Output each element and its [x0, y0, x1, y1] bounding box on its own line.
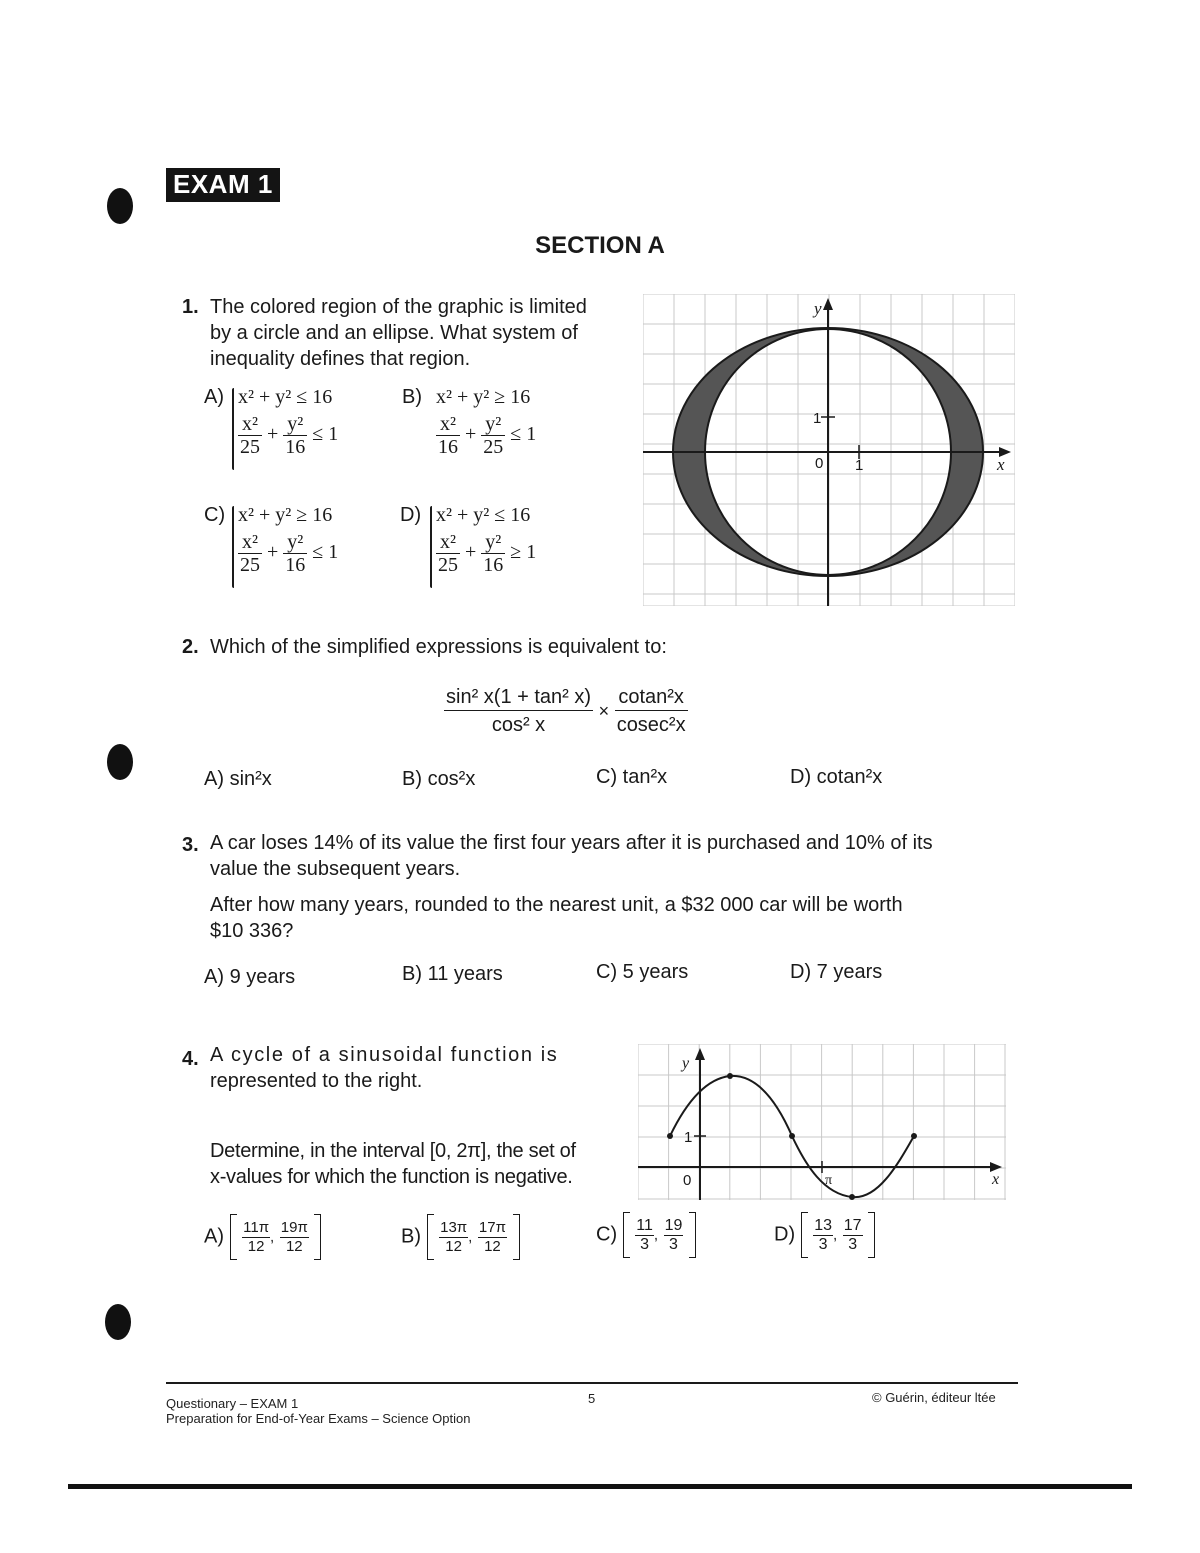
- fraction: [813, 1217, 833, 1254]
- option-label: B): [402, 768, 422, 790]
- option-value: sin²x: [229, 768, 272, 790]
- q4-graph: [638, 1044, 1006, 1200]
- right-bracket: [314, 1214, 321, 1260]
- numerator: 13: [814, 1216, 833, 1234]
- denominator: 25: [240, 554, 260, 576]
- curve-point: [911, 1133, 917, 1139]
- exam-badge: EXAM 1: [166, 168, 280, 202]
- fraction: [843, 1217, 863, 1254]
- fraction: [635, 1217, 654, 1254]
- curve-point: [667, 1133, 673, 1139]
- q3-option-b[interactable]: [402, 963, 503, 986]
- equation: x² + y² ≥ 16: [238, 504, 333, 526]
- q1-text: [210, 294, 640, 372]
- denominator: 16: [285, 554, 306, 576]
- right-bracket: [868, 1212, 875, 1258]
- numerator: 17: [843, 1216, 862, 1234]
- option-label: D): [790, 961, 812, 983]
- numerator: cotan²x: [615, 684, 688, 711]
- fraction: [481, 531, 505, 576]
- brace: [430, 506, 432, 588]
- fraction: [444, 684, 593, 739]
- numerator: y²: [481, 413, 505, 436]
- curve-point: [789, 1133, 795, 1139]
- q3-option-a[interactable]: [204, 966, 295, 989]
- option-label: D): [400, 504, 422, 526]
- y-tick-label: 1: [684, 1129, 693, 1146]
- denominator: 16: [285, 436, 306, 458]
- q4-option-c[interactable]: C) $\frac{11}{3}$ , $\frac{19}{3}$: [596, 1212, 696, 1258]
- q4-number: 4.: [182, 1048, 199, 1070]
- numerator: 11π: [243, 1218, 270, 1236]
- fraction: [481, 413, 505, 458]
- q4-text-line: A cycle of a sinusoidal function is: [210, 1044, 559, 1066]
- curve-point: [849, 1194, 855, 1200]
- equation: x² + y² ≤ 16: [436, 504, 531, 526]
- punch-hole-bottom: [105, 1304, 131, 1340]
- footer-left: [166, 1396, 470, 1426]
- denominator: 12: [285, 1237, 303, 1255]
- denominator: 25: [483, 436, 504, 458]
- option-value: 9 years: [229, 966, 296, 988]
- q4-text-2: [210, 1138, 620, 1190]
- option-label: A): [204, 1225, 224, 1248]
- q3-number: 3.: [182, 834, 199, 856]
- page-number: 5: [588, 1391, 596, 1406]
- numerator: 19: [664, 1216, 683, 1234]
- grid: [638, 1044, 1006, 1200]
- q1-option-c[interactable]: [204, 504, 225, 527]
- q3-text-line: value the subsequent years.: [210, 858, 461, 880]
- option-label: C): [596, 961, 618, 983]
- x-tick-label: π: [825, 1173, 833, 1188]
- option-label: B): [402, 963, 422, 985]
- relation: ≤ 1: [510, 423, 537, 446]
- q2-option-a[interactable]: [204, 768, 272, 791]
- q3-text-line: A car loses 14% of its value the first four years after it is purchased and 10% of its: [210, 832, 933, 854]
- q4-option-b[interactable]: B) $\frac{13\pi}{12}$ , $\frac{17\pi}{12}$: [401, 1214, 520, 1260]
- q3-text: [210, 830, 1030, 882]
- denominator: 12: [247, 1237, 265, 1255]
- x-axis-label: x: [997, 455, 1005, 474]
- q1-option-d-system: x² + y² ≤ 16 $\frac{\text{x²}}{25}$ + $\frac{\text{y²}}{16}$ ≥ 1: [436, 504, 537, 576]
- option-label: A): [204, 768, 224, 790]
- denominator: 12: [484, 1237, 501, 1255]
- y-tick-label: 1: [813, 410, 822, 427]
- punch-hole-top: [107, 188, 133, 224]
- right-bracket: [689, 1212, 696, 1258]
- equation: x² + y² ≤ 16: [238, 386, 333, 408]
- denominator: cosec²x: [616, 714, 686, 736]
- q3-text-line: $10 336?: [210, 920, 294, 942]
- section-title: SECTION A: [535, 232, 665, 259]
- equation: x² + y² ≥ 16: [436, 386, 531, 408]
- origin-label: 0: [815, 455, 824, 472]
- y-axis-label: y: [814, 299, 822, 318]
- numerator: x²: [436, 531, 460, 554]
- q4-option-d[interactable]: D) $\frac{13}{3}$ , $\frac{17}{3}$: [774, 1212, 875, 1258]
- fraction: [238, 413, 262, 458]
- y-axis-arrow: [823, 298, 833, 310]
- option-label: C): [204, 504, 226, 526]
- q4-option-a[interactable]: A) $\frac{11\pi}{12}$ , $\frac{19\pi}{12}$: [204, 1214, 321, 1260]
- q1-text-line: by a circle and an ellipse. What system of: [210, 322, 578, 344]
- numerator: 17π: [478, 1218, 506, 1236]
- q4-text-line: x-values for which the function is negative.: [210, 1166, 573, 1188]
- numerator: 11: [636, 1216, 653, 1234]
- q2-option-d[interactable]: [790, 766, 882, 789]
- q1-option-b-system: x² + y² ≥ 16 $\frac{\text{x²}}{16}$ + $\frac{\text{y²}}{25}$ ≤ 1: [436, 386, 537, 458]
- option-label: A): [204, 386, 224, 408]
- fraction: [436, 413, 460, 458]
- times-sign: ×: [598, 701, 610, 721]
- relation: ≤ 1: [312, 541, 339, 564]
- numerator: sin² x(1 + tan² x): [444, 684, 593, 711]
- q2-option-b[interactable]: [402, 768, 475, 791]
- option-label: D): [774, 1223, 796, 1246]
- numerator: y²: [481, 531, 505, 554]
- denominator: 25: [438, 554, 458, 576]
- q3-option-d[interactable]: [790, 961, 882, 984]
- q1-option-a-system: x² + y² ≤ 16 $\frac{\text{x²}}{25}$ + $\frac{\text{y²}}{16}$ ≤ 1: [238, 386, 339, 458]
- q1-text-line: The colored region of the graphic is limited: [210, 296, 587, 318]
- relation: ≤ 1: [312, 423, 339, 446]
- y-axis-label: y: [682, 1055, 690, 1072]
- fraction: [242, 1219, 270, 1256]
- relation: ≥ 1: [510, 541, 537, 564]
- curve-point: [727, 1073, 733, 1079]
- q2-expression: [444, 684, 688, 739]
- footer-rule: [166, 1382, 1018, 1384]
- fraction: [439, 1219, 468, 1256]
- fraction: [283, 413, 307, 458]
- option-label: B): [402, 386, 422, 408]
- option-label: C): [596, 766, 618, 788]
- numerator: x²: [238, 531, 262, 554]
- option-value: tan²x: [622, 766, 668, 788]
- footer-title: Questionary – EXAM 1: [166, 1396, 299, 1411]
- numerator: x²: [436, 413, 460, 436]
- option-value: 7 years: [816, 961, 883, 983]
- q2-text: Which of the simplified expressions is equivalent to:: [210, 636, 667, 658]
- denominator: 3: [818, 1235, 828, 1253]
- denominator: 25: [240, 436, 260, 458]
- option-label: A): [204, 966, 224, 988]
- numerator: 13π: [440, 1218, 468, 1236]
- q4-text: [210, 1042, 610, 1094]
- brace: [232, 506, 234, 588]
- numerator: y²: [283, 531, 307, 554]
- denominator: 3: [640, 1235, 649, 1253]
- option-value: cotan²x: [816, 766, 883, 788]
- y-axis-arrow: [695, 1048, 705, 1060]
- denominator: cos² x: [491, 714, 546, 736]
- q1-option-c-system: x² + y² ≥ 16 $\frac{\text{x²}}{25}$ + $\frac{\text{y²}}{16}$ ≤ 1: [238, 504, 339, 576]
- footer-copyright: © Guérin, éditeur ltée: [872, 1390, 996, 1405]
- fraction: [478, 1219, 507, 1256]
- q2-option-c[interactable]: [596, 766, 667, 789]
- x-tick-label: 1: [855, 457, 864, 474]
- q1-graph: [643, 294, 1015, 606]
- fraction: [280, 1219, 309, 1256]
- origin-label: 0: [683, 1172, 692, 1189]
- footer-subtitle: Preparation for End-of-Year Exams – Science Option: [166, 1411, 471, 1426]
- fraction: [615, 684, 688, 739]
- fraction: [664, 1217, 684, 1254]
- q1-number: 1.: [182, 296, 199, 318]
- option-label: C): [596, 1223, 618, 1246]
- brace: [232, 388, 234, 470]
- bottom-scan-line: [68, 1484, 1132, 1489]
- left-bracket: [623, 1212, 630, 1258]
- q3-text-line: After how many years, rounded to the nearest unit, a $32 000 car will be worth: [210, 894, 903, 916]
- denominator: 3: [669, 1235, 678, 1253]
- option-label: B): [401, 1225, 421, 1248]
- denominator: 3: [848, 1235, 858, 1253]
- numerator: x²: [238, 413, 262, 436]
- denominator: 16: [483, 554, 504, 576]
- fraction: [283, 531, 307, 576]
- q2-number: 2.: [182, 636, 199, 658]
- option-label: D): [790, 766, 812, 788]
- option-value: 11 years: [427, 963, 503, 985]
- fraction: [238, 531, 262, 576]
- x-axis-label: x: [992, 1171, 1000, 1188]
- denominator: 16: [438, 436, 458, 458]
- q4-text-line: Determine, in the interval [0, 2π], the set of: [210, 1140, 576, 1162]
- q3-text-2: [210, 892, 1030, 944]
- numerator: 19π: [280, 1218, 308, 1236]
- fraction: [436, 531, 460, 576]
- option-value: 5 years: [622, 961, 689, 983]
- punch-hole-middle: [107, 744, 133, 780]
- q1-option-d[interactable]: [400, 504, 421, 527]
- numerator: y²: [283, 413, 307, 436]
- q1-option-b[interactable]: [402, 386, 422, 409]
- denominator: 12: [445, 1237, 462, 1255]
- q1-text-line: inequality defines that region.: [210, 348, 471, 370]
- left-bracket: [801, 1212, 808, 1258]
- right-bracket: [513, 1214, 520, 1260]
- option-value: cos²x: [427, 768, 476, 790]
- q3-option-c[interactable]: [596, 961, 688, 984]
- q1-option-a[interactable]: [204, 386, 224, 409]
- left-bracket: [230, 1214, 237, 1260]
- left-bracket: [427, 1214, 434, 1260]
- q4-text-line: represented to the right.: [210, 1070, 423, 1092]
